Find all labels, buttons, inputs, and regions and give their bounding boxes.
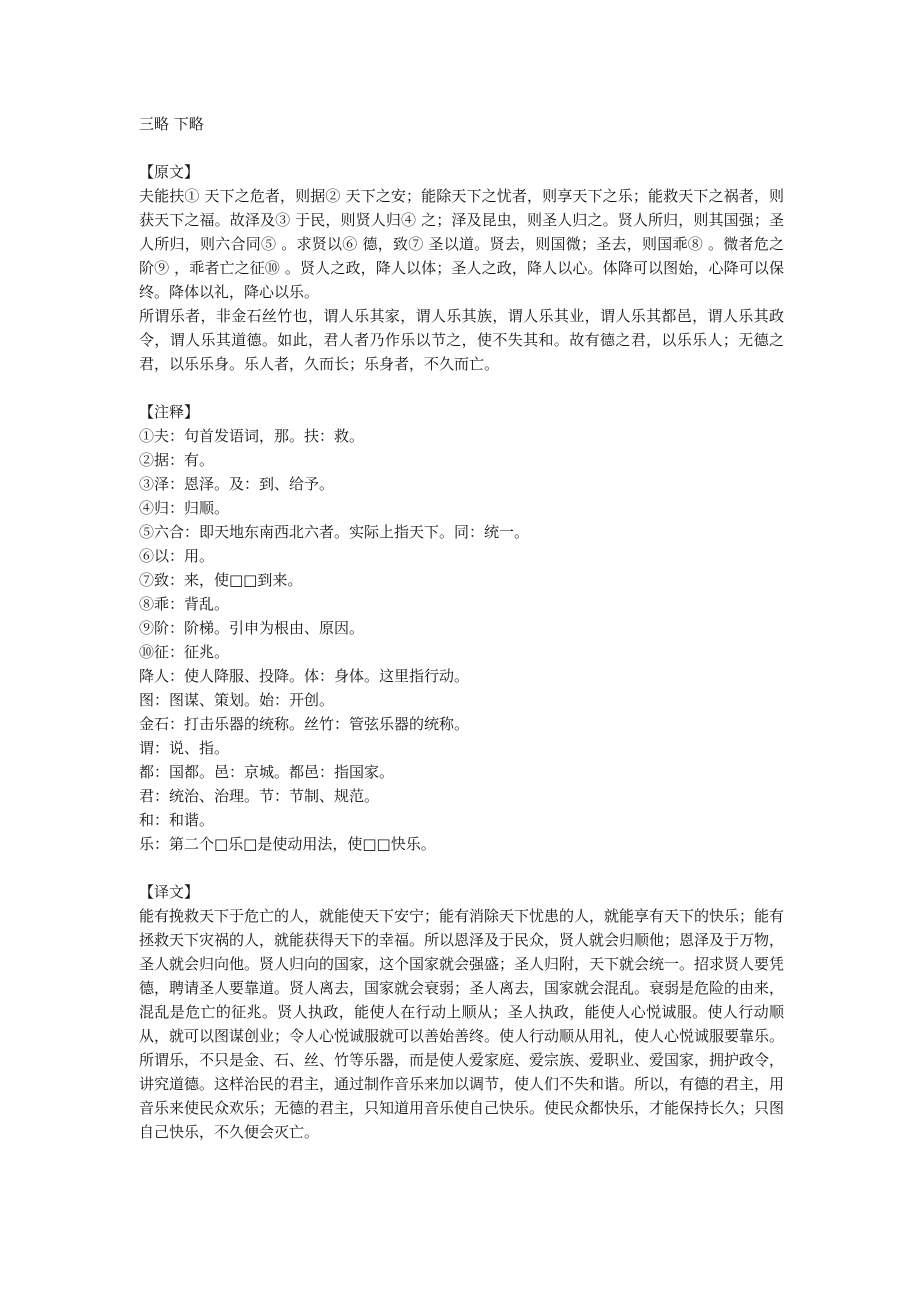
annotation-item: ⑥以：用。 <box>139 547 215 565</box>
section-heading-original: 【原文】 <box>139 163 200 181</box>
translation-paragraph: 所谓乐，不只是金、石、丝、竹等乐器，而是使人爱家庭、爱宗族、爱职业、爱国家，拥护政令，讲究道德。这样治民的君主，通过制作音乐来加以调节，使人们不失和谐。所以，有德的君主，用音乐来使民众欢乐；无德的君主，只知道用音乐使自己快乐。使民众都快乐，才能保持长久；只图自己快乐，不久便会灭亡。 <box>139 1051 785 1141</box>
annotation-item: 乐：第二个□乐□是使动用法，使□□快乐。 <box>139 835 436 853</box>
annotation-item: ④归：归顺。 <box>139 499 230 517</box>
annotation-item: ⑧乖：背乱。 <box>139 595 230 613</box>
annotation-item: ①夫：句首发语词，那。扶：救。 <box>139 427 365 445</box>
annotation-item: ③泽：恩泽。及：到、给予。 <box>139 475 335 493</box>
section-translation <box>139 880 784 1144</box>
section-heading-translation: 【译文】 <box>139 883 200 901</box>
annotation-item: 图：图谋、策划。始：开创。 <box>139 691 335 709</box>
original-paragraph: 所谓乐者，非金石丝竹也，谓人乐其家，谓人乐其族，谓人乐其业，谓人乐其都邑，谓人乐其政令，谓人乐其道德。如此，君人者乃作乐以节之，使不失其和。故有德之君，以乐乐人；无德之君，以乐乐身。乐人者，久而长；乐身者，不久而亡。 <box>139 307 784 373</box>
document-page <box>139 112 784 1168</box>
annotation-item: ⑨阶：阶梯。引申为根由、原因。 <box>139 619 365 637</box>
annotation-item: 降人：使人降服、投降。体：身体。这里指行动。 <box>139 667 470 685</box>
annotation-item: 都：国都。邑：京城。都邑：指国家。 <box>139 763 395 781</box>
annotation-item: 君：统治、治理。节：节制、规范。 <box>139 787 380 805</box>
annotation-item: ⑦致：来，使□□到来。 <box>139 571 303 589</box>
section-annotations <box>139 400 784 856</box>
section-heading-annotations: 【注释】 <box>139 403 200 421</box>
document-title: 三略 下略 <box>139 115 204 133</box>
annotation-item: ②据：有。 <box>139 451 215 469</box>
annotation-item: ⑩征：征兆。 <box>139 643 230 661</box>
annotation-item: ⑤六合：即天地东南西北六者。实际上指天下。同：统一。 <box>139 523 530 541</box>
original-paragraph: 夫能扶① 天下之危者，则据② 天下之安；能除天下之忧者，则享天下之乐；能救天下之祸者，则获天下之福。故泽及③ 于民，则贤人归④ 之；泽及昆虫，则圣人归之。贤人所归，则其国强；圣人所归，则六合同⑤ 。求贤以⑥ 德，致⑦ 圣以道。贤去，则国微；圣去，则国乖⑧ 。微者危之阶⑨ ，乖者亡之征⑩ 。贤人之政，降人以体；圣人之政，降人以心。体降可以图始，心降可以保终。降体以礼，降心以乐。 <box>139 187 784 301</box>
section-original-text <box>139 160 784 376</box>
annotation-item: 谓：说、指。 <box>139 739 230 757</box>
annotation-item: 和：和谐。 <box>139 811 215 829</box>
annotation-item: 金石：打击乐器的统称。丝竹：管弦乐器的统称。 <box>139 715 470 733</box>
translation-paragraph: 能有挽救天下于危亡的人，就能使天下安宁；能有消除天下忧患的人，就能享有天下的快乐；能有拯救天下灾祸的人，就能获得天下的幸福。所以恩泽及于民众，贤人就会归顺他；恩泽及于万物，圣人就会归向他。贤人归向的国家，这个国家就会强盛；圣人归附，天下就会统一。招求贤人要凭德，聘请圣人要靠道。贤人离去，国家就会衰弱；圣人离去，国家就会混乱。衰弱是危险的由来，混乱是危亡的征兆。贤人执政，能使人在行动上顺从；圣人执政，能使人心悦诚服。使人行动顺从，就可以图谋创业；令人心悦诚服就可以善始善终。使人行动顺从用礼，使人心悦诚服要靠乐。 <box>139 907 785 1045</box>
